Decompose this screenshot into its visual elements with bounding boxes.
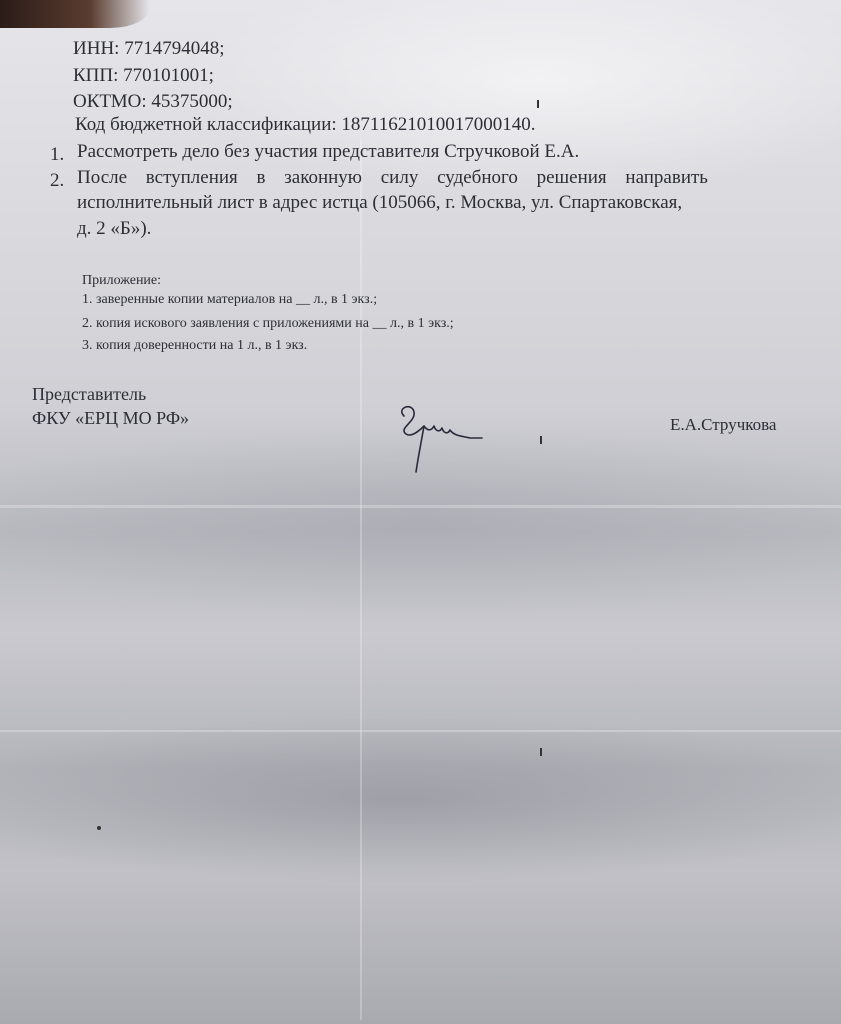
paper-speck xyxy=(97,826,101,830)
signatory-role: Представитель xyxy=(32,384,147,404)
attachment-item: 2. копия искового заявления с приложениями на __ л., в 1 экз.; xyxy=(82,316,454,331)
paper-speck xyxy=(540,748,542,756)
finger-shadow xyxy=(0,0,150,28)
kbk-line: Код бюджетной классификации: 18711621010017000140. xyxy=(75,114,536,135)
request-2-line: исполнительный лист в адрес истца (105066, г. Москва, ул. Спартаковская, xyxy=(77,192,683,213)
oktmo-line: ОКТМО: 45375000; xyxy=(73,91,233,112)
paper-fold xyxy=(0,730,841,732)
request-1-text: Рассмотреть дело без участия представителя Стручковой Е.А. xyxy=(77,141,580,162)
paper-speck xyxy=(540,436,542,444)
request-2-line: После вступления в законную силу судебного решения направить xyxy=(77,167,708,188)
attachment-item: 3. копия доверенности на 1 л., в 1 экз. xyxy=(82,338,308,353)
attachments-title: Приложение: xyxy=(82,273,162,288)
kpp-line: КПП: 770101001; xyxy=(73,65,214,86)
request-number: 1. xyxy=(50,144,65,165)
paper-fold xyxy=(360,140,362,1020)
request-2-line: д. 2 «Б»). xyxy=(77,218,152,239)
handwritten-signature xyxy=(392,398,492,478)
paper-fold xyxy=(0,505,841,508)
request-number: 2. xyxy=(50,170,65,191)
signatory-organization: ФКУ «ЕРЦ МО РФ» xyxy=(32,408,190,428)
paper-speck xyxy=(537,100,539,108)
attachment-item: 1. заверенные копии материалов на __ л., в 1 экз.; xyxy=(82,292,378,307)
inn-line: ИНН: 7714794048; xyxy=(73,38,225,59)
signatory-name: Е.А.Стручкова xyxy=(670,415,777,434)
